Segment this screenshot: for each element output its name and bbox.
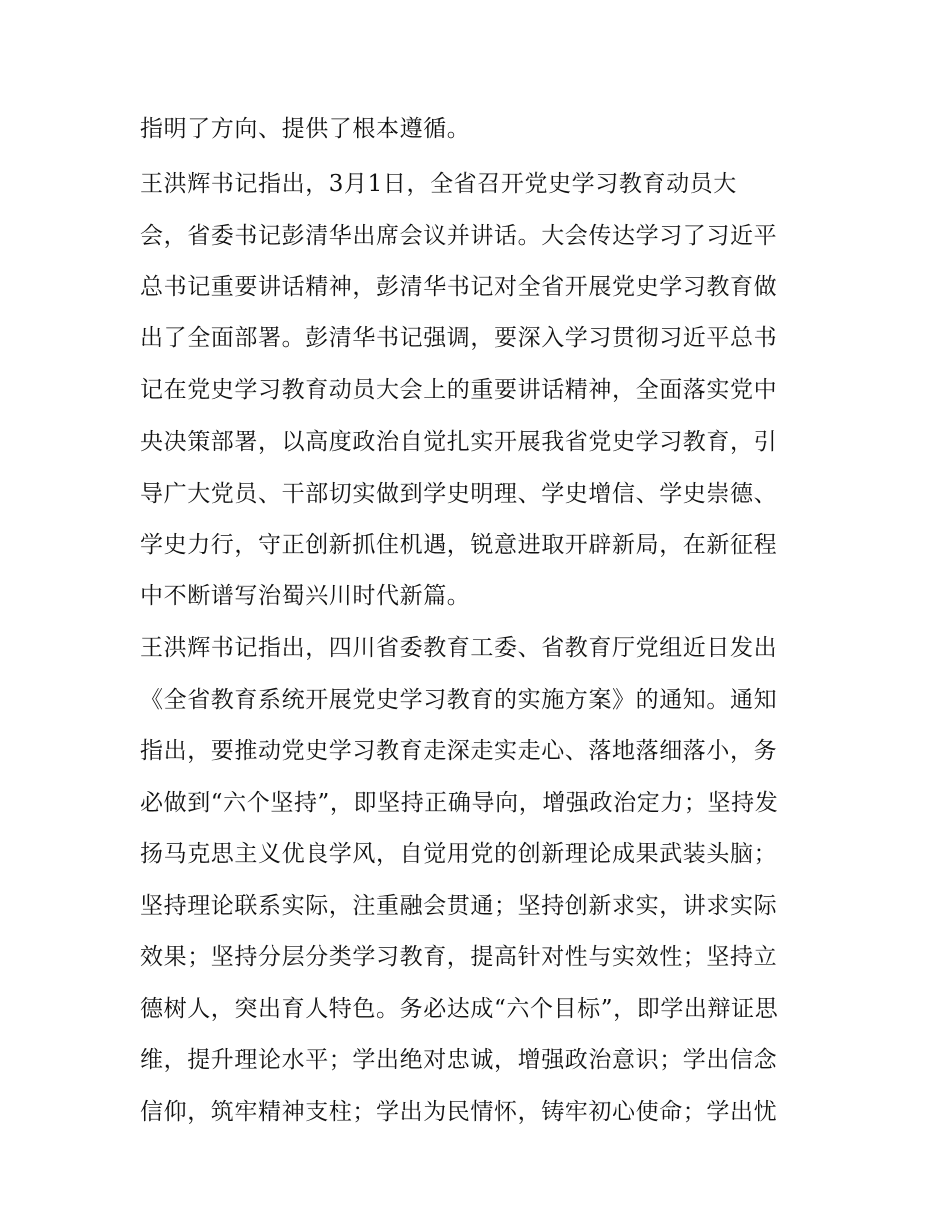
text-line: 德树人，突出育人特色。务必达成“六个目标”，即学出辩证思: [140, 996, 779, 1022]
text-line: 会，省委书记彭清华出席会议并讲话。大会传达学习了习近平: [140, 223, 778, 249]
text-line: 指出，要推动党史学习教育走深走实走心、落地落细落小，务: [140, 738, 778, 764]
text-line: 效果；坚持分层分类学习教育，提高针对性与实效性；坚持立: [140, 944, 778, 970]
text-line: 出了全面部署。彭清华书记强调，要深入学习贯彻习近平总书: [140, 325, 778, 351]
text-line: 扬马克思主义优良学风，自觉用党的创新理论成果武装头脑；: [140, 841, 778, 867]
text-line: 记在党史学习教育动员大会上的重要讲话精神，全面落实党中: [140, 377, 778, 403]
text-line: 央决策部署，以高度政治自觉扎实开展我省党史学习教育，引: [140, 429, 778, 455]
text-line: 学史力行，守正创新抓住机遇，锐意进取开辟新局，在新征程: [140, 532, 778, 558]
text-line: 信仰，筑牢精神支柱；学出为民情怀，铸牢初心使命；学出忧: [140, 1099, 778, 1125]
text-line: 维，提升理论水平；学出绝对忠诚，增强政治意识；学出信念: [140, 1047, 778, 1073]
text-line: 总书记重要讲话精神，彭清华书记对全省开展党史学习教育做: [140, 274, 778, 300]
text-line: 王洪辉书记指出，四川省委教育工委、省教育厅党组近日发出: [140, 635, 778, 661]
text-line: 《全省教育系统开展党史学习教育的实施方案》的通知。通知: [140, 687, 778, 713]
text-line: 王洪辉书记指出，3月1日，全省召开党史学习教育动员大: [140, 171, 737, 197]
text-line: 必做到“六个坚持”，即坚持正确导向，增强政治定力；坚持发: [140, 790, 779, 816]
text-line: 导广大党员、干部切实做到学史明理、学史增信、学史崇德、: [140, 481, 778, 507]
text-line: 指明了方向、提供了根本遵循。: [140, 116, 471, 142]
text-line: 坚持理论联系实际，注重融会贯通；坚持创新求实，讲求实际: [140, 893, 778, 919]
text-line: 中不断谱写治蜀兴川时代新篇。: [140, 583, 471, 609]
